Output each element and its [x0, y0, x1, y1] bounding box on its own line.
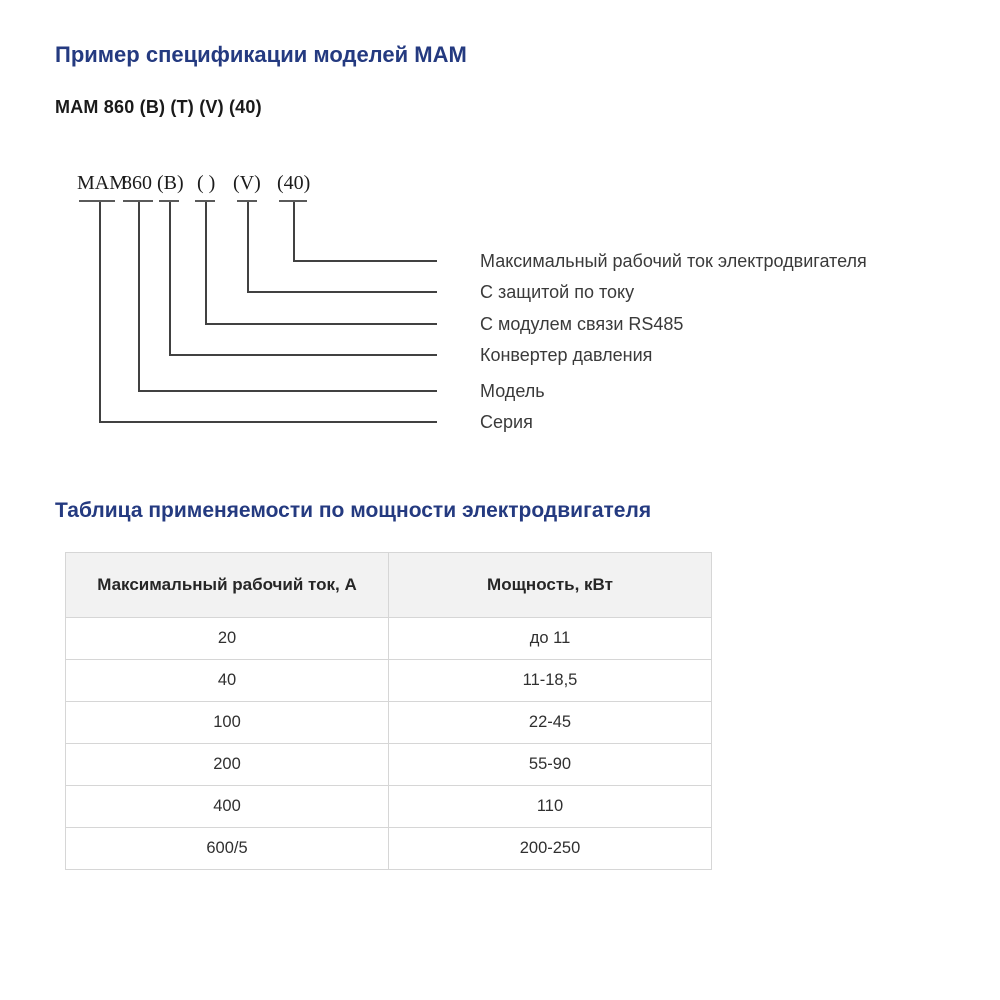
power-applicability-table	[65, 552, 712, 870]
cell-power: 22-45	[389, 702, 712, 744]
cell-current: 200	[66, 744, 389, 786]
cell-power: до 11	[389, 618, 712, 660]
column-header-power: Мощность, кВт	[389, 553, 712, 618]
cell-power: 55-90	[389, 744, 712, 786]
diagram-label-series: Серия	[480, 412, 533, 432]
diagram-label-protection: С защитой по току	[480, 282, 635, 302]
table-header	[66, 553, 712, 618]
table-row	[66, 786, 712, 828]
table-row	[66, 828, 712, 870]
table-section-heading: Таблица применяемости по мощности электродвигателя	[55, 499, 652, 522]
cell-current: 40	[66, 660, 389, 702]
model-spec-code: MAM 860 (B) (T) (V) (40)	[55, 97, 262, 117]
code-segment-v: (V)	[233, 172, 261, 194]
table-row	[66, 744, 712, 786]
code-segment-current: (40)	[277, 172, 311, 194]
table-row	[66, 660, 712, 702]
column-header-current: Максимальный рабочий ток, А	[66, 553, 389, 618]
table-header-row	[66, 553, 712, 618]
code-segment-blank: ( )	[197, 172, 216, 194]
diagram-label-model: Модель	[480, 381, 545, 401]
cell-current: 400	[66, 786, 389, 828]
cell-current: 600/5	[66, 828, 389, 870]
page-title: Пример спецификации моделей MAM	[55, 42, 467, 67]
cell-power: 110	[389, 786, 712, 828]
diagram-label-max-current: Максимальный рабочий ток электродвигателя	[480, 251, 867, 271]
diagram-label-rs485: С модулем связи RS485	[480, 314, 684, 334]
cell-current: 100	[66, 702, 389, 744]
code-segment-b: (B)	[157, 172, 184, 194]
code-segment-model: 860	[122, 172, 152, 194]
cell-current: 20	[66, 618, 389, 660]
diagram-label-converter: Конвертер давления	[480, 345, 653, 365]
table-row	[66, 702, 712, 744]
cell-power: 11-18,5	[389, 660, 712, 702]
table-body	[66, 618, 712, 870]
connector-line-series	[99, 202, 437, 423]
cell-power: 200-250	[389, 828, 712, 870]
code-segment-series: MAM	[77, 172, 128, 194]
table-row	[66, 618, 712, 660]
